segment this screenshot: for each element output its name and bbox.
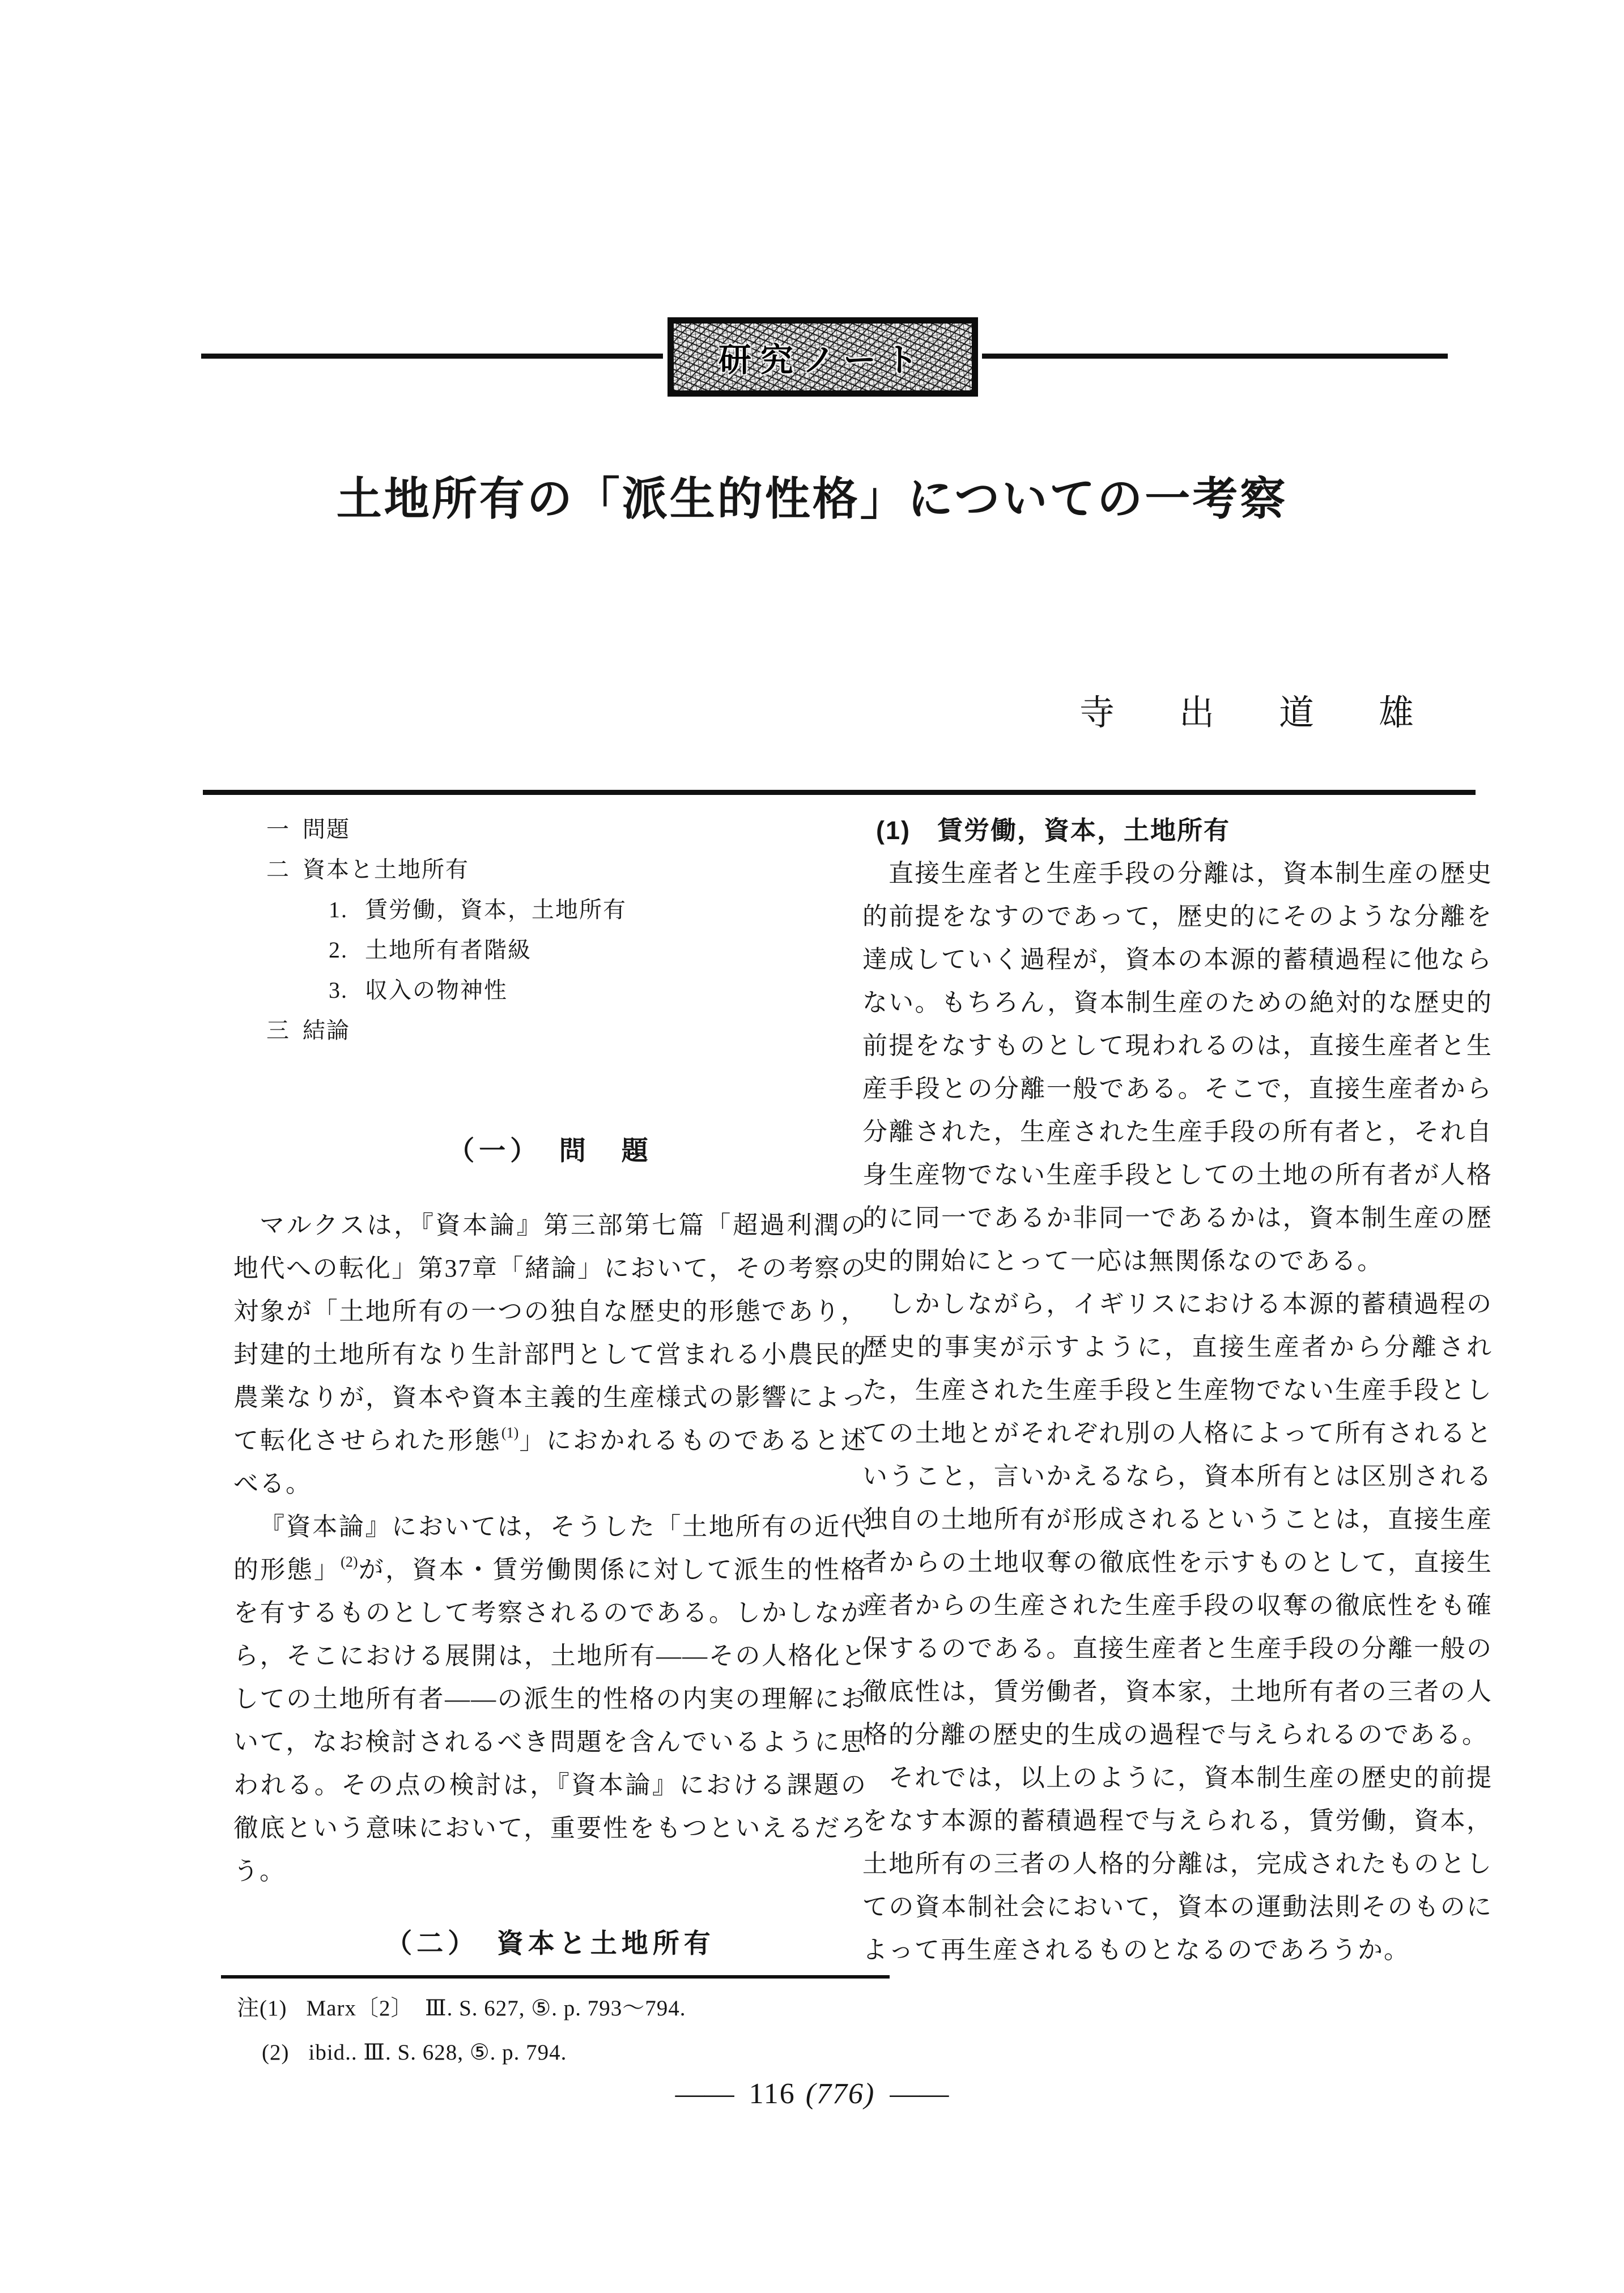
badge-rule-right: [982, 354, 1448, 359]
paragraph-2-text-a: 『資本論』においては，そうした「土地所有の近代的形態」: [233, 1513, 867, 1584]
page-number-dash-right: ——: [890, 2078, 949, 2110]
volume-page-number: (776): [805, 2078, 875, 2110]
article-title: 土地所有の「派生的性格」についての一考察: [336, 475, 1288, 525]
footnote-1-label: 注(1): [237, 1996, 287, 2020]
toc-item-title: 収入の物神性: [365, 977, 508, 1003]
research-note-badge: [668, 317, 978, 397]
footnote-ref-1: (1): [501, 1424, 519, 1441]
footnote-ref-2: (2): [341, 1554, 358, 1570]
subsection-heading: (1) 賃労働，資本，土地所有: [876, 816, 1230, 845]
toc-item-shunyu: [233, 970, 867, 1010]
toc-item-shihon-tochi: [233, 849, 867, 890]
toc-item-chinroudou: [233, 890, 867, 930]
paragraph-5: それでは，以上のように，資本制生産の歴史的前提をなす本源的蓄積過程で与えられる，賃労働，資本，土地所有の三者の人格的分離は，完成されたものとしての資本制社会において，資本の運動法則そのものによって再生産されるものとなるのであろうか。: [862, 1764, 1493, 1964]
toc-item-title: 賃労働，資本，土地所有: [365, 897, 627, 922]
toc-item-number: 三: [266, 1018, 290, 1043]
toc-item-title: 問題: [303, 816, 350, 842]
toc-item-title: 資本と土地所有: [303, 857, 469, 882]
toc-item-ketsuron: [233, 1010, 867, 1050]
paragraph-2: [233, 1505, 867, 1893]
paragraph-4: しかしながら，イギリスにおける本源的蓄積過程の歴史的事実が示すように，直接生産者から分離された，生産された生産手段と生産物でない生産手段としての土地とがそれぞれ別の人格によって所有されるということ，言いかえるなら，資本所有とは区別される独自の土地所有が形成されるということは，直接生産者からの土地収奪の徹底性を示すものとして，直接生産者からの生産された生産手段の収奪の徹底性をも確保するのである。直接生産者と生産手段の分離一般の徹底性は，賃労働者，資本家，土地所有者の三者の人格的分離の歴史的生成の過程で与えられるのである。: [862, 1290, 1493, 1749]
toc-item-title: 結論: [303, 1018, 350, 1043]
footnote-2-text: ibid.. Ⅲ. S. 628, ⑤. p. 794.: [308, 2040, 567, 2065]
header-rule: [203, 790, 1476, 795]
toc-item-title: 土地所有者階級: [365, 937, 532, 963]
footnote-2: [237, 2031, 905, 2075]
section-heading-one: （一） 問 題: [448, 1137, 653, 1166]
toc-item-mondai: [233, 809, 867, 849]
toc-item-number: 一: [266, 816, 290, 842]
footnote-1: [237, 1986, 905, 2031]
paragraph-1: [233, 1204, 867, 1505]
toc-item-number: 二: [266, 857, 290, 882]
footnote-1-text: Marx〔2〕 Ⅲ. S. 627, ⑤. p. 793〜794.: [306, 1996, 686, 2020]
paragraph-1-text-b: 」におかれるものであると述べる。: [233, 1427, 868, 1498]
toc-item-number: 1.: [329, 897, 348, 922]
page-number: [0, 2077, 1624, 2111]
left-column: [233, 809, 867, 1966]
toc-item-number: 3.: [329, 977, 348, 1003]
toc-item-number: 2.: [329, 937, 348, 963]
research-note-badge-label: 研究ノート: [718, 342, 928, 378]
badge-rule-left: [201, 354, 663, 359]
table-of-contents: [233, 809, 867, 1050]
page-number-dash-left: ——: [675, 2078, 734, 2110]
paragraph-3: 直接生産者と生産手段の分離は，資本制生産の歴史的前提をなすのであって，歴史的にそのような分離を達成していく過程が，資本の本源的蓄積過程に他ならない。もちろん，資本制生産のための絶対的な歴史的前提をなすものとして現われるのは，直接生産者と生産手段との分離一般である。そこで，直接生産者から分離された，生産された生産手段の所有者と，それ自身生産物でない生産手段としての土地の所有者が人格的に同一であるか非同一であるかは，資本制生産の歴史的開始にとって一応は無関係なのである。: [862, 860, 1493, 1275]
toc-item-tochi-shoyusha: [233, 930, 867, 970]
section-heading-two: （二） 資本と土地所有: [385, 1929, 715, 1959]
author-name: 寺 出 道 雄: [1079, 694, 1429, 733]
footnote-2-label: (2): [262, 2040, 290, 2065]
footnotes: [237, 1986, 905, 2075]
footnote-rule: [221, 1975, 890, 1979]
right-column: [862, 809, 1493, 1972]
paragraph-1-text-a: マルクスは，『資本論』第三部第七篇「超過利潤の地代への転化」第37章「緒論」において，その考察の対象が「土地所有の一つの独自な歴史的形態であり，封建的土地所有なり生計部門として営まれる小農民的農業なりが，資本や資本主義的生産様式の影響によって転化させられた形態: [233, 1211, 867, 1454]
paragraph-2-text-b: が，資本・賃労働関係に対して派生的性格を有するものとして考察されるのである。しかしながら，そこにおける展開は，土地所有——その人格化としての土地所有者——の派生的性格の内実の理解において，なお検討されるべき問題を含んでいるように思われる。その点の検討は，『資本論』における課題の徹底という意味において，重要性をもつといえるだろう。: [233, 1556, 868, 1885]
page-number-value: 116: [749, 2078, 796, 2110]
